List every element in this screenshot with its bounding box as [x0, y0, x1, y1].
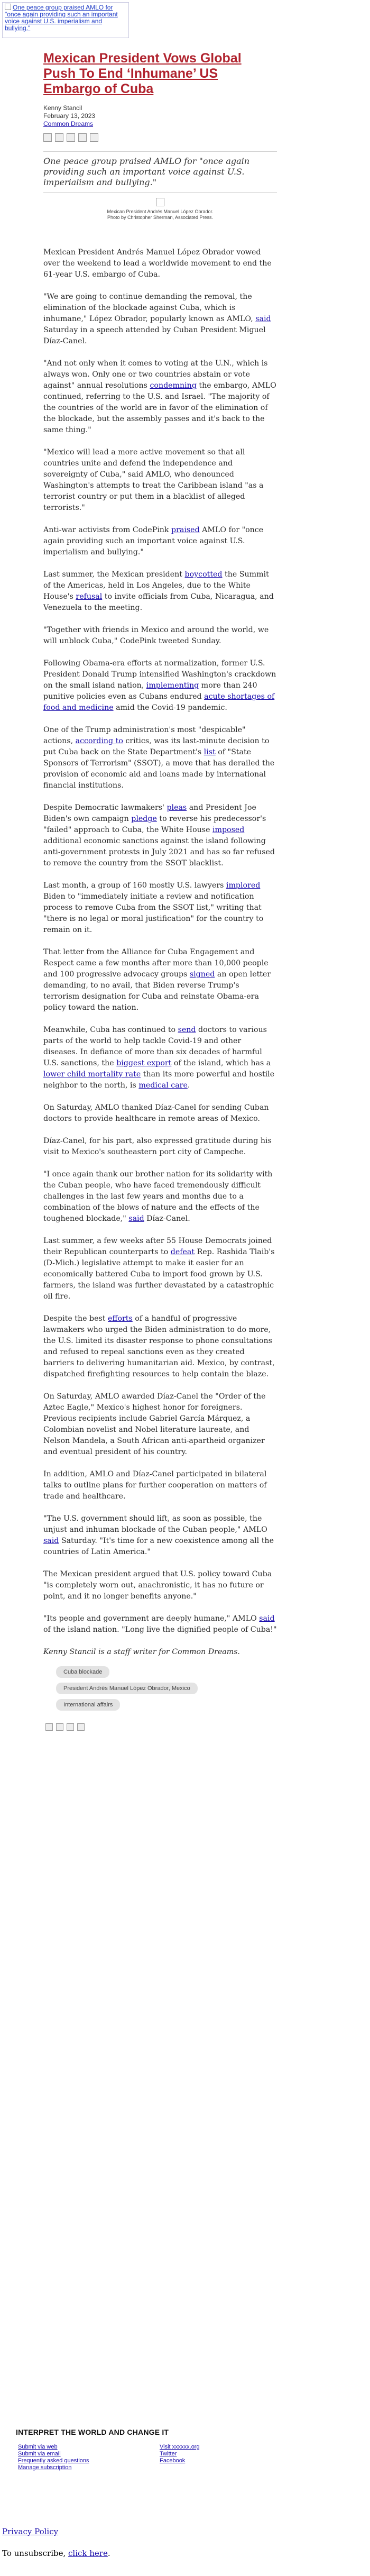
footer-link[interactable]: Submit via web [18, 2444, 58, 2450]
article-paragraph [43, 802, 277, 869]
paragraph-text: doctors to various parts of the world to help tackle Covid-19 and other diseases. In defiance of more than six decades of harmful U.S. sanctions, the [43, 1026, 267, 1067]
share-bar-top [43, 133, 277, 142]
paragraph-text: "We are going to continue demanding the removal, the elimination of the blockade against Cuba, which is inhumane," López Obrador, popularly known as AMLO, [43, 293, 256, 323]
inline-link[interactable]: acute shortages of food and medicine [43, 692, 275, 712]
paragraph-text: of a handful of progressive lawmakers who urged the Biden administration to do more, the U.S. limited its disaster response to phone consultations and refused to repeal sanctions even as they created barriers to delivering humanitarian aid. Mexico, by contrast, dispatched firefighting resources to help contain the blaze. [43, 1314, 275, 1378]
inline-link[interactable]: signed [189, 970, 215, 979]
paragraph-text: Last summer, a few weeks after 55 House Democrats joined their Republican counterparts to [43, 1237, 272, 1256]
tag-cuba-blockade[interactable]: Cuba blockade [56, 1666, 109, 1678]
tag-international-affairs[interactable]: International affairs [56, 1699, 120, 1711]
date: February 13, 2023 [43, 112, 96, 120]
unsubscribe-link[interactable]: click here [68, 2548, 108, 2558]
linkedin-share-icon[interactable] [67, 133, 75, 142]
article-paragraph [43, 569, 277, 614]
inline-link[interactable]: pledge [131, 815, 157, 823]
inline-link[interactable]: send [178, 1026, 196, 1034]
article-paragraph [43, 358, 277, 436]
paragraph-text: Díaz-Canel, for his part, also expressed gratitude during his visit to Mexico's southeastern port city of Campeche. [43, 1137, 272, 1156]
paragraph-text: critics, was its last-minute decision to put Cuba back on the State Department's [43, 737, 270, 756]
email-share-icon[interactable] [78, 133, 87, 142]
paragraph-text: amid the Covid-19 pandemic. [113, 704, 227, 712]
article-title[interactable]: Mexican President Vows Global Push To End ‘Inhumane’ US Embargo of Cuba [43, 51, 242, 96]
footer-link[interactable]: Manage subscription [18, 2464, 72, 2471]
paragraph-text: Saturday. "It's time for a new coexistence among all the countries of Latin America." [43, 1537, 274, 1556]
paragraph-text: of "State Sponsors of Terrorism" (SSOT), a move that has derailed the provision of economic aid and loans made by international financial institutions. [43, 748, 275, 790]
paragraph-text: Saturday in a speech attended by Cuban President Miguel Díaz-Canel. [43, 326, 266, 345]
paragraph-text: the Summit of the Americas, held in Los Angeles, due to the White House's [43, 570, 269, 601]
inline-link[interactable]: said [259, 1614, 275, 1623]
unsubscribe-text: To unsubscribe, [2, 2548, 69, 2558]
inline-link[interactable]: according to [75, 737, 123, 745]
article-paragraph [43, 1469, 277, 1502]
footer-heading: INTERPRET THE WORLD AND CHANGE IT [16, 2428, 169, 2436]
article-paragraph [43, 1025, 277, 1091]
author-signature: Kenny Stancil is a staff writer for Common Dreams. [43, 1648, 240, 1656]
facebook-share-icon[interactable] [43, 133, 52, 142]
paragraph-text: to reverse his predecessor's "failed" approach to Cuba, the White House [43, 815, 266, 834]
broken-image-icon [5, 4, 11, 10]
inline-link[interactable]: imposed [212, 826, 245, 834]
footer-link[interactable]: Frequently asked questions [18, 2458, 89, 2464]
article-paragraph [43, 880, 277, 936]
email-share-icon[interactable] [77, 1723, 85, 1731]
paragraph-text: Biden to "immediately initiate a review and notification process to remove Cuba from the SSOT list," writing that "there is no legal or moral justification" for the country to remain on it. [43, 892, 264, 934]
twitter-share-icon[interactable] [55, 133, 63, 142]
paragraph-text: Mexican President Andrés Manuel López Obrador vowed over the weekend to lead a worldwide movement to end the 61-year U.S. embargo of Cuba. [43, 248, 272, 279]
paragraph-text: and President Joe Biden's own campaign [43, 803, 256, 823]
unsubscribe-end: . [107, 2548, 110, 2558]
facebook-share-icon[interactable] [45, 1723, 53, 1731]
article-paragraph [43, 1613, 277, 1636]
paragraph-text: an open letter demanding, to no avail, that Biden reverse Trump's terrorism designation for Cuba and reinstate Obama-era policy toward the nation. [43, 970, 271, 1012]
article-paragraph [43, 1136, 277, 1158]
paragraph-text: Despite Democratic lawmakers' [43, 803, 167, 812]
print-share-icon[interactable] [90, 133, 98, 142]
paragraph-text: "And not only when it comes to voting at the U.N., which is always won. Only one or two countries abstain or vote against" annual resolutions [43, 359, 268, 390]
article-paragraph [43, 525, 277, 558]
paragraph-text: That letter from the Alliance for Cuba Engagement and Respect came a few months after more than 10,000 people and 100 progressive advocacy groups [43, 948, 269, 979]
article-figure [43, 198, 277, 221]
paragraph-text: . [187, 1081, 190, 1090]
paragraph-text: of the island, which has a [171, 1059, 271, 1067]
footer-link[interactable]: Visit xxxxxx.org [160, 2444, 200, 2450]
article-paragraph [43, 725, 277, 791]
inline-link[interactable]: pleas [166, 803, 187, 812]
paragraph-text: One of the Trump administration's most "despicable" actions, [43, 726, 246, 745]
paragraph-text: The Mexican president argued that U.S. policy toward Cuba "is completely worn out, anachronistic, it has no future or point, and it no longer benefits anyone." [43, 1570, 272, 1601]
footer-col-2 [160, 2444, 301, 2471]
footer-col-1 [18, 2444, 160, 2471]
inline-link[interactable]: praised [171, 526, 200, 534]
share-bar-bottom [43, 1723, 277, 1731]
paragraph-text: "Together with friends in Mexico and around the world, we will unblock Cuba," CodePink tweeted Sunday. [43, 626, 269, 645]
footer-link[interactable]: Twitter [160, 2451, 177, 2457]
article [43, 51, 277, 1731]
inline-link[interactable]: defeat [170, 1248, 195, 1256]
paragraph-text: Last month, a group of 160 mostly U.S. lawyers [43, 881, 226, 890]
inline-link[interactable]: said [255, 315, 271, 323]
unsubscribe-line [2, 2548, 110, 2558]
article-paragraph [43, 947, 277, 1013]
paragraph-text: additional economic sanctions against the island following anti-government protests in July 2021 and has so far refused to remove the country from the SSOT blacklist. [43, 837, 275, 867]
footer-link[interactable]: Facebook [160, 2458, 186, 2464]
inline-link[interactable]: condemning [150, 381, 197, 390]
paragraph-text: the embargo, AMLO continued, referring to the U.S. and Israel. "The majority of the countries of the world are in favor of the elimination of the blockade, but the assembly passes and it's back to the same thing." [43, 381, 276, 434]
paragraph-text: On Saturday, AMLO awarded Díaz-Canel the "Order of the Aztec Eagle," Mexico's highest honor for foreigners. Previous recipients include Gabriel García Márquez, a Colombian novelist and Nobel literature laureate, and Nelson Mandela, a South African anti-apartheid organizer and eventual president of his country. [43, 1392, 266, 1456]
paragraph-text: more than 240 punitive policies even as Cubans endured [43, 681, 257, 701]
article-paragraph [43, 247, 277, 280]
privacy-policy-link[interactable]: Privacy Policy [2, 2527, 59, 2536]
article-paragraph [43, 625, 277, 647]
inline-link[interactable]: implored [226, 881, 261, 890]
tag-amlo[interactable]: President Andrés Manuel López Obrador, Mexico [56, 1683, 198, 1694]
paragraph-text: "Its people and government are deeply humane," AMLO [43, 1614, 260, 1623]
paragraph-text: of the island nation. "Long live the dignified people of Cuba!" [43, 1625, 277, 1634]
preheader-text: One peace group praised AMLO for "once again providing such an important voice against U.S. imperialism and bullying." [5, 4, 118, 32]
paragraph-text: Despite the best [43, 1314, 108, 1323]
article-paragraph [43, 291, 277, 347]
paragraph-text: than its more powerful and hostile neighbor to the north, is [43, 1070, 275, 1090]
inline-link[interactable]: boycotted [184, 570, 223, 579]
article-paragraph [43, 1513, 277, 1558]
inline-link[interactable]: refusal [76, 592, 103, 601]
twitter-share-icon[interactable] [56, 1723, 63, 1731]
article-paragraph [43, 1236, 277, 1302]
paragraph-text: Díaz-Canel. [144, 1214, 190, 1223]
inline-link[interactable]: medical care [138, 1081, 188, 1090]
article-paragraph [43, 1391, 277, 1458]
article-paragraph [43, 1569, 277, 1602]
image-caption: Mexican President Andrés Manuel López Obrador. [107, 209, 214, 214]
paragraph-text: Anti-war activists from CodePink [43, 526, 172, 534]
article-paragraph [43, 1313, 277, 1380]
inline-link[interactable]: lower child mortality rate [43, 1070, 141, 1079]
footer-link[interactable]: Submit via email [18, 2451, 61, 2457]
paragraph-text: "The U.S. government should lift, as soon as possible, the unjust and inhuman blockade of the Cuban people," AMLO [43, 1514, 267, 1534]
broken-image-icon [156, 198, 164, 206]
paragraph-text: Last summer, the Mexican president [43, 570, 185, 579]
footer [0, 2428, 370, 2471]
paragraph-text: In addition, AMLO and Díaz-Canel participated in bilateral talks to outline plans for further cooperation on matters of trade and healthcare. [43, 1470, 267, 1501]
article-paragraph [43, 1169, 277, 1225]
pull-quote: One peace group praised AMLO for "once again providing such an important voice against U.S. imperialism and bullying." [43, 151, 277, 193]
inline-link[interactable]: efforts [108, 1314, 133, 1323]
article-paragraph [43, 1102, 277, 1125]
author: Kenny Stancil [43, 104, 82, 112]
source-link[interactable]: Common Dreams [43, 120, 94, 127]
paragraph-text: Following Obama-era efforts at normalization, former U.S. President Donald Trump intensified Washington's crackdown on the small island nation, [43, 659, 276, 690]
article-paragraph [43, 658, 277, 714]
image-credit: Photo by Christopher Sherman, Associated Press. [107, 215, 214, 220]
preheader-image-link[interactable] [2, 2, 129, 38]
paragraph-text: On Saturday, AMLO thanked Díaz-Canel for sending Cuban doctors to provide healthcare in remote areas of Mexico. [43, 1103, 269, 1123]
paragraph-text: to invite officials from Cuba, Nicaragua, and Venezuela to the meeting. [43, 592, 274, 612]
inline-link[interactable]: said [43, 1537, 59, 1545]
inline-link[interactable]: list [204, 748, 216, 756]
article-paragraph [43, 447, 277, 514]
paragraph-text: "I once again thank our brother nation for its solidarity with the Cuban people, who have faced tremendously difficult challenges in the last few years and months due to a combination of the blows of nature and the effects of the toughened blockade," [43, 1170, 273, 1223]
inline-link[interactable]: implementing [146, 681, 199, 690]
byline [43, 104, 277, 128]
linkedin-share-icon[interactable] [67, 1723, 74, 1731]
paragraph-text: Rep. Rashida Tlaib's (D-Mich.) legislative attempt to make it easier for an economically battered Cuba to import food grown by U.S. farmers, the island was further devastated by a catastrophic oil fire. [43, 1248, 275, 1301]
tag-list [43, 1666, 277, 1715]
article-body [43, 247, 277, 1658]
paragraph-text: Meanwhile, Cuba has continued to [43, 1026, 178, 1034]
paragraph-text: AMLO for "once again providing such an important voice against U.S. imperialism and bullying." [43, 526, 264, 556]
inline-link[interactable]: said [128, 1214, 144, 1223]
paragraph-text: "Mexico will lead a more active movement so that all countries unite and defend the independence and sovereignty of Cuba," said AMLO, who denounced Washington's attempts to treat the Caribbean island "as a terrorist country or put them in a blacklist of alleged terrorists." [43, 448, 264, 512]
inline-link[interactable]: biggest export [116, 1059, 172, 1067]
